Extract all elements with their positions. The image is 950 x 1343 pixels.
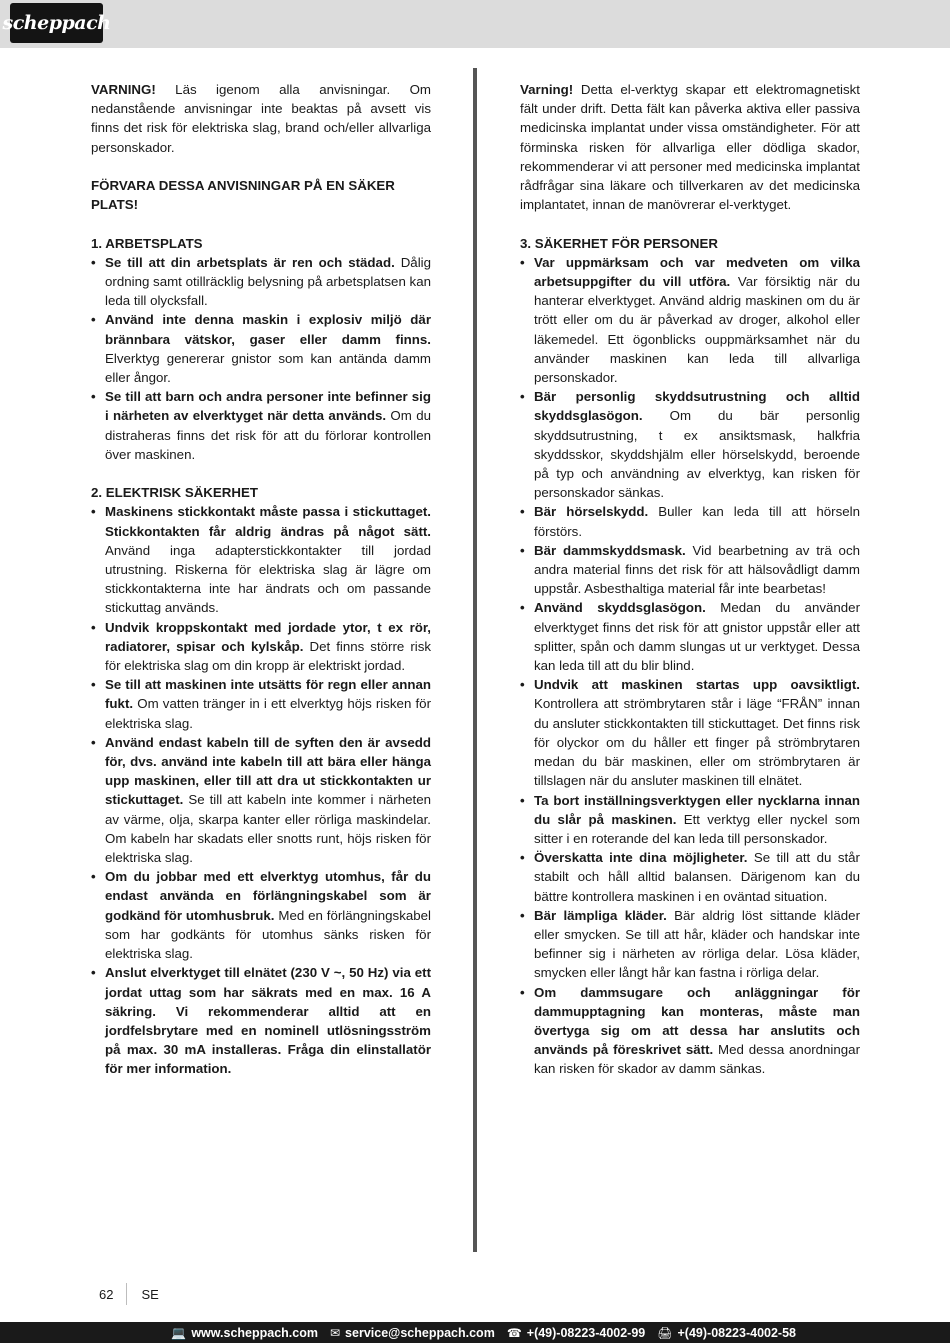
left-column [91, 80, 431, 1079]
scheppach-logo [2, 3, 111, 43]
list-item: • Se till att din arbetsplats är ren och städad. Dålig ordning samt otillräcklig belysning på arbetsplatsen kan leda till olycksfall. [91, 253, 431, 311]
list-item: • Bär lämpliga kläder. Bär aldrig löst sittande kläder eller smycken. Se till att hår, kläder och handskar inte befinner sig i närheten av rörliga delar. Lösa kläder, smycken eller långt hår kan fastna i rörliga delar. [520, 906, 860, 983]
list-item: • Bär personlig skyddsutrustning och alltid skyddsglasögon. Om du bär personlig skyddsutrustning, t ex ansiktsmask, halkfria skyddsskor, skyddshjälm eller hörselskydd, beroende på typ och användning av elverktyg, kan risken för personskador sänkas. [520, 387, 860, 502]
page-footer [99, 1283, 159, 1305]
list-item: • Använd inte denna maskin i explosiv miljö där brännbara vätskor, gaser eller damm finns. Elverktyg genererar gnistor som kan antända damm eller ångor. [91, 310, 431, 387]
fax-icon: 🖨 [657, 1325, 673, 1340]
list-item: • Maskinens stickkontakt måste passa i stickuttaget. Stickkontakten får aldrig ändras på något sätt. Använd inga adapterstickkontakter till jordad utrustning. Riskerna för elektriska slag är lägre om stickkontakterna inte har ändrats och om passande stickuttag används. [91, 502, 431, 617]
right-column [520, 80, 860, 1079]
list-item: • Var uppmärksam och var medveten om vilka arbetsuppgifter du vill utföra. Var försiktig när du hanterar elverktyget. Använd aldrig maskinen om du är trött eller om du är påverkad av droger, alkohol eller läkemedel. Ett ögonblicks ouppmärksamhet när du använder maskinen kan leda till allvarliga personskador. [520, 253, 860, 387]
section-heading-personal-safety: 3. SÄKERHET FÖR PERSONER [520, 235, 719, 251]
workplace-list [91, 253, 431, 464]
contact-fax [657, 1326, 796, 1340]
mail-icon: ✉ [329, 1325, 341, 1340]
list-item: • Använd skyddsglasögon. Medan du använder elverktyget finns det risk för att gnistor uppstår eller att splitter, spån och damm slungas ut ur verktyget. Dessa kan leda till att du blir blind. [520, 598, 860, 675]
contact-bar [0, 1322, 950, 1343]
website-link[interactable]: www.scheppach.com [191, 1325, 318, 1340]
list-item: • Om dammsugare och anläggningar för dammupptagning kan monteras, måste man övertyga sig om att dessa har anslutits och används på föreskrivet sätt. Med dessa anordningar kan risken för skador av damm sänkas. [520, 983, 860, 1079]
warning-label: VARNING! [91, 82, 156, 97]
list-item: • Bär dammskyddsmask. Vid bearbetning av trä och andra material finns det risk för att hälsovådligt damm uppstår. Asbesthaltiga material får inte bearbetas! [520, 541, 860, 599]
fax-number: +(49)-08223-4002-58 [677, 1325, 796, 1340]
language-code: SE [141, 1286, 159, 1302]
list-item: • Undvik kroppskontakt med jordade ytor, t ex rör, radiatorer, spisar och kylskåp. Det finns större risk för elektriska slag om din kropp är elektriskt jordad. [91, 618, 431, 676]
emf-warning-paragraph [520, 80, 860, 214]
list-item: • Undvik att maskinen startas upp oavsiktligt. Kontrollera att strömbrytaren står i läge “FRÅN” innan du ansluter stickkontakten till stickuttaget. Det finns risk för olyckor om du håller ett finger på strömbrytaren medan du bär maskinen, eller om strömbrytaren är tillslagen när du ansluter maskinen till elnätet. [520, 675, 860, 790]
footer-separator [126, 1283, 127, 1305]
list-item: • Om du jobbar med ett elverktyg utomhus, får du endast använda en förlängningskabel som är godkänd för utomhusbruk. Med en förlängningskabel som har godkänts för utomhus sänks risken för elektriska slag. [91, 867, 431, 963]
list-item: • Anslut elverktyget till elnätet (230 V ~, 50 Hz) via ett jordat uttag som har säkrats med en max. 16 A säkring. Vi rekommenderar alltid att en jordfelsbrytare med en nominell utlösningsström på max. 30 mA installeras. Fråga din elinstallatör för mer information. [91, 963, 431, 1078]
phone-icon: ☎ [506, 1325, 522, 1340]
list-item: • Se till att barn och andra personer inte befinner sig i närheten av elverktyget när detta används. Om du distraheras finns det risk för att du förlorar kontrollen över maskinen. [91, 387, 431, 464]
contact-phone [507, 1326, 645, 1340]
column-divider [473, 68, 477, 1252]
computer-icon: 💻 [171, 1325, 187, 1340]
section-heading-workplace: 1. ARBETSPLATS [91, 235, 203, 251]
keep-instructions-heading: FÖRVARA DESSA ANVISNINGAR PÅ EN SÄKER PLATS! [91, 178, 395, 213]
list-item: • Använd endast kabeln till de syften den är avsedd för, dvs. använd inte kabeln till att bära eller hänga upp maskinen, eller till att dra ut stickkontakten ur stickuttaget. Se till att kabeln inte kommer i närheten av värme, olja, skarpa kanter eller rörliga maskindelar. Om kabeln har skadats eller snotts runt, höjs risken för elektriska slag. [91, 733, 431, 867]
contact-website[interactable] [171, 1326, 318, 1340]
electrical-list [91, 502, 431, 1078]
personal-safety-list [520, 253, 860, 1079]
warning-paragraph [91, 80, 431, 157]
header-band [0, 0, 950, 48]
contact-email[interactable] [330, 1326, 495, 1340]
emf-warning-label: Varning! [520, 82, 574, 97]
list-item: • Se till att maskinen inte utsätts för regn eller annan fukt. Om vatten tränger in i ett elverktyg höjs risken för elektriska slag. [91, 675, 431, 733]
emf-warning-text: Detta el-verktyg skapar ett elektromagnetiskt fält under drift. Detta fält kan påverka aktiva eller passiva medicinska implantat under vissa omständigheter. För att förminska risken för allvarliga eller dödliga skador, rekommenderar vi att personer med medicinska implantat rådfrågar sina läkare och tillverkaren av det medicinska implantatet, innan de manövrerar el-verktyget. [520, 82, 860, 213]
phone-number: +(49)-08223-4002-99 [526, 1325, 646, 1340]
list-item: • Bär hörselskydd. Buller kan leda till att hörseln förstörs. [520, 502, 860, 540]
list-item: • Överskatta inte dina möjligheter. Se till att du står stabilt och håll alltid balansen. Därigenom kan du bättre kontrollera maskinen i en oväntad situation. [520, 848, 860, 906]
page-number: 62 [99, 1286, 114, 1302]
list-item: • Ta bort inställningsverktygen eller nycklarna innan du slår på maskinen. Ett verktyg eller nyckel som sitter i en roterande del kan leda till personskador. [520, 791, 860, 849]
section-heading-electrical: 2. ELEKTRISK SÄKERHET [91, 485, 258, 501]
logo-text: scheppach [2, 12, 111, 34]
email-link[interactable]: service@scheppach.com [345, 1325, 495, 1340]
warning-text: Läs igenom alla anvisningar. Om nedanstående anvisningar inte beaktas på avsett vis finns det risk för elektriska slag, brand och/eller allvarliga personskador. [91, 82, 431, 155]
